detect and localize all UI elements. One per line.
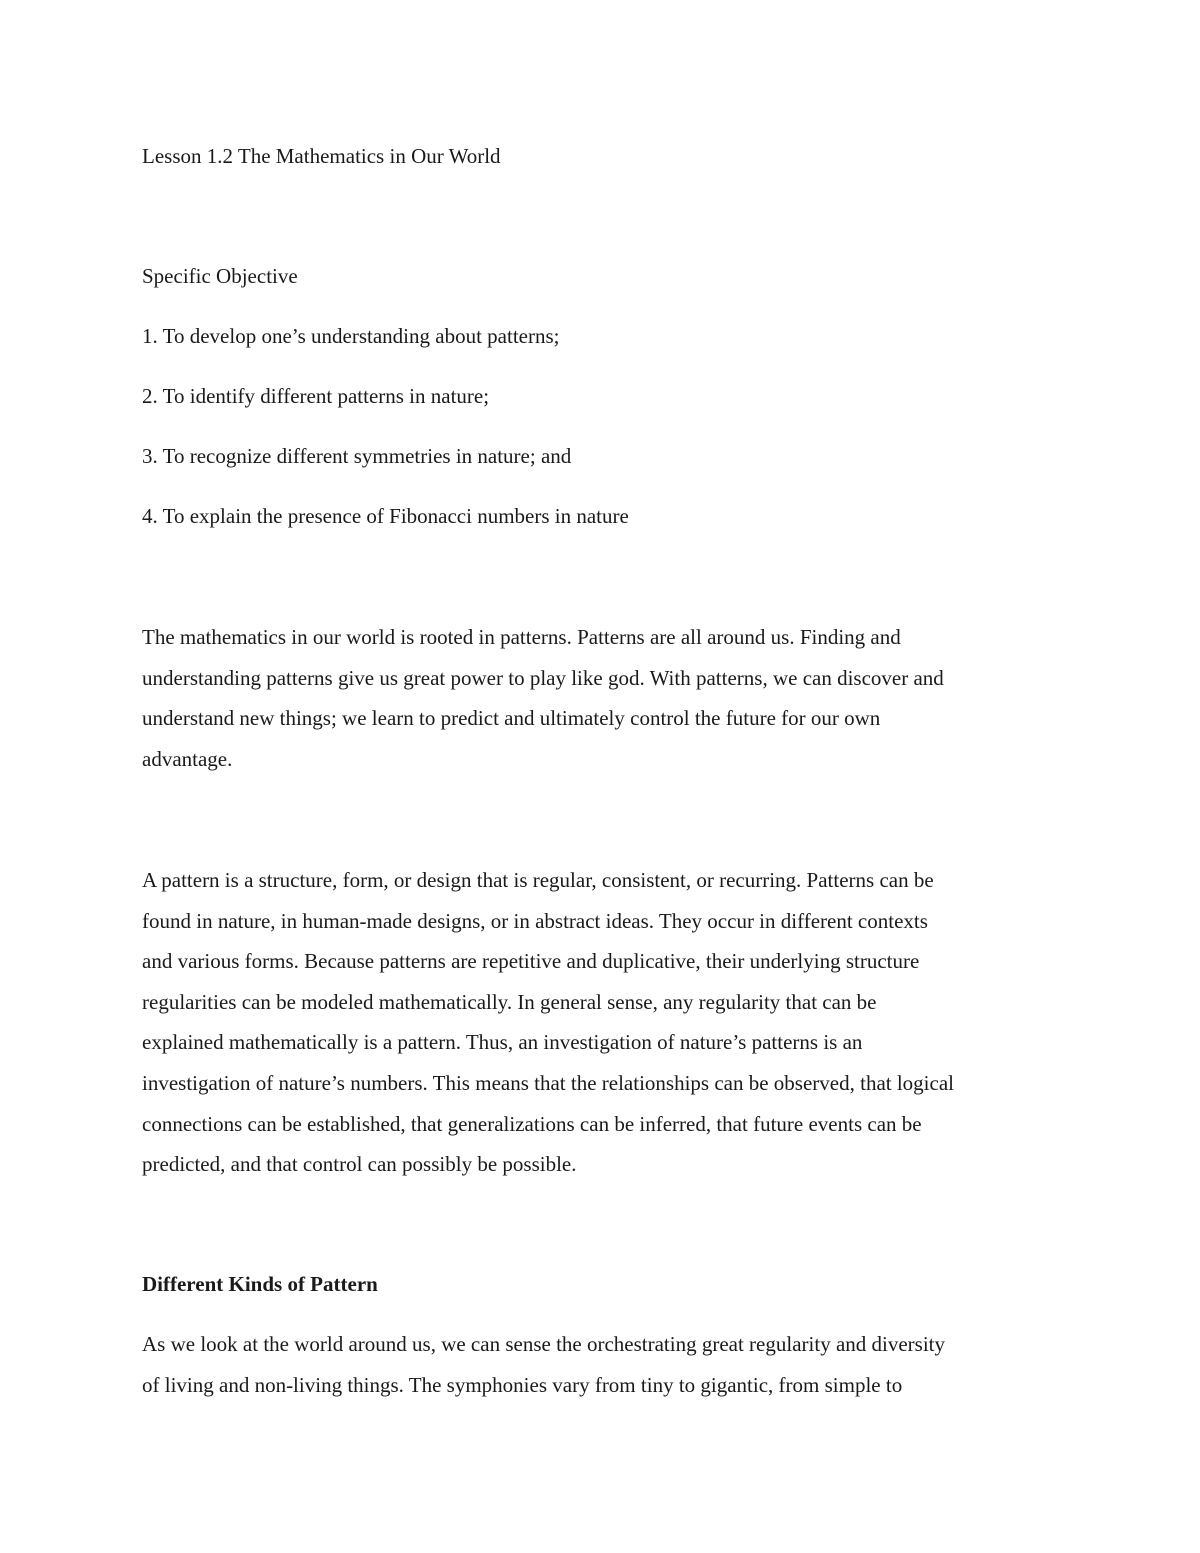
paragraph-line: The mathematics in our world is rooted in patterns. Patterns are all around us. Finding and [142, 625, 901, 649]
lesson-title: Lesson 1.2 The Mathematics in Our World [142, 144, 501, 168]
paragraph-line: understanding patterns give us great power to play like god. With patterns, we can discover and [142, 665, 944, 690]
paragraph-line: understand new things; we learn to predict and ultimately control the future for our own [142, 706, 881, 731]
paragraph-patterns-intro [142, 617, 1062, 779]
paragraph-line: of living and non-living things. The symphonies vary from tiny to gigantic, from simple to [142, 1372, 903, 1397]
paragraph-kinds-of-pattern [142, 1324, 1062, 1405]
section-heading: Different Kinds of Pattern [142, 1272, 378, 1296]
paragraph-line: investigation of nature’s numbers. This means that the relationships can be observed, that logical [142, 1070, 954, 1095]
paragraph-line: found in nature, in human-made designs, or in abstract ideas. They occur in different contexts [142, 908, 928, 933]
paragraph-line: advantage. [142, 746, 233, 771]
paragraph-line: explained mathematically is a pattern. Thus, an investigation of nature’s patterns is an [142, 1030, 863, 1055]
paragraph-pattern-definition [142, 860, 1062, 1185]
paragraph-line: connections can be established, that generalizations can be inferred, that future events can be [142, 1111, 922, 1136]
objective-item: 3. To recognize different symmetries in nature; and [142, 444, 572, 468]
objective-item: 2. To identify different patterns in nature; [142, 384, 490, 408]
objective-item: 1. To develop one’s understanding about patterns; [142, 324, 560, 348]
objective-heading: Specific Objective [142, 264, 298, 288]
paragraph-line: A pattern is a structure, form, or design that is regular, consistent, or recurring. Patterns can be [142, 868, 934, 892]
paragraph-line: regularities can be modeled mathematically. In general sense, any regularity that can be [142, 989, 877, 1014]
paragraph-line: and various forms. Because patterns are repetitive and duplicative, their underlying structure [142, 949, 920, 974]
paragraph-line: predicted, and that control can possibly be possible. [142, 1152, 577, 1177]
objective-item: 4. To explain the presence of Fibonacci numbers in nature [142, 504, 629, 528]
paragraph-line: As we look at the world around us, we can sense the orchestrating great regularity and diversity [142, 1332, 946, 1356]
